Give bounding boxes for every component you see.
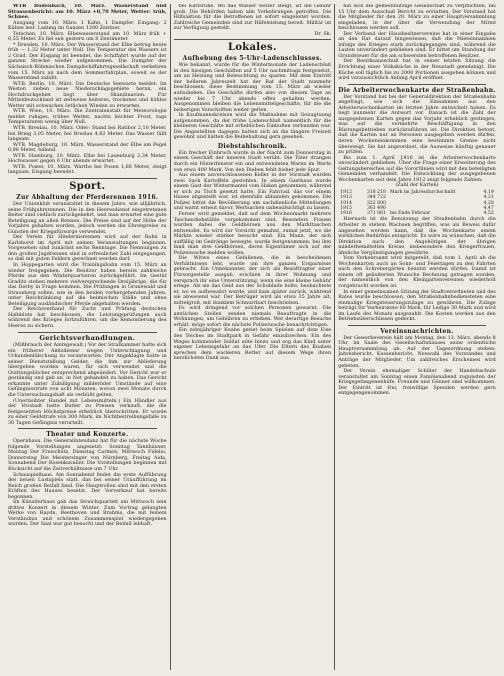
table-cell-value: 4,31 (483, 195, 494, 201)
elbe-news: * Dresden, 10. März. Der Wasserstand der Elbe betrug heute früh — 1,32 Meter unter Null. Die Temperatur des Wassers ist 2 Grad. Der Eisgang ist beendet, die Schiffahrt wurde auf der ganzen Strecke wieder aufgenommen. Die Dampfer der Sächsisch-Böhmischen Dampfschiffahrtsgesellschaft verkehren vom 15. März an nach dem Sommerfahrplan, soweit es der Wasserstand zuläßt. (8, 41, 167, 82)
article-paragraph: Ein zehnjähriger Knabe geriet beim Spielen auf dem Eise des Teiches im Stadtpark in Gefahr einzubrechen. Ein des Weges kommender Soldat eilte hinzu und zog das Kind unter eigener Lebensgefahr an das Ufer. Die Eltern des Knaben sprechen dem wackeren Retter auf diesem Wege ihren herzlichsten Dank aus. (173, 327, 332, 362)
article-paragraph: Hiernach ist die Benutzung der Straßenbahn durch die Arbeiter in stetem Wachsen begriffen, was als Beweis dafür angesehen werden kann, daß die Wochenkarte einem wirklichen Bedürfnis entspricht. Es wäre zu wünschen, daß die Direktion auch den Angehörigen der übrigen minderbemittelten Kreise, insbesondere den Kriegerfrauen, ähnliche Vergünstigungen gewährte. (338, 216, 496, 256)
article-paragraph: Der Verein für Hindernisrennen wird auf der Bahn in Karlshorst im April mit seinen Veranstaltungen beginnen. Vorgesehen sind zunächst sechs Renntage. Die Nennungen zu den großen Jagdrennen sind in erfreulicher Zahl eingegangen, so daß mit guten Feldern gerechnet werden darf. (8, 234, 167, 263)
table-cell-count: 361 490 (366, 205, 386, 211)
article-paragraph: In Kaufmannskreisen wird die Maßnahme mit Genugtuung aufgenommen, da der frühe Ladenschluß namentlich für die kleineren Geschäfte mit erheblichen Einbußen verbunden war. Die Angestellten dagegen hatten sich an die längere Freizeit gewöhnt und hätten die Beibehaltung gern gesehen. (173, 112, 332, 141)
article-paragraph: In Hoppegarten wird die Trainingsbahn vom 15. März an wieder freigegeben. Die Besitzer haben bereits zahlreiche Pferde aus den Winterquartieren zurückgeführt. Im Gestüt Graditz stehen mehrere vielversprechende Dreijährige, die für das Derby in Frage kommen. Die Prüfungen in Grunewald und Strausberg sollen, wie in den beiden vorhergehenden Jahren, unter Beschränkung auf die heimischen Ställe und ohne Beteiligung ausländischer Pferde abgehalten werden. (8, 261, 167, 307)
table-cell-note: Mark im Jahresdurchschnitt (389, 189, 456, 195)
article-paragraph: bei Karlsruhe. Wo das Wasser weiter steigt, ist die Gefahr groß. Die Behörden haben alle Vorkehrungen getroffen. Die Hilfsaktion für die Betroffenen ist sofort eingeleitet worden. Zahlreiche Gemeinden sind zur Hilfeleistung bereit. Militär ist zur Verfügung gestellt. (173, 4, 332, 32)
table-cell-year: 1915 (340, 205, 352, 211)
article-paragraph: Der Reichsverband für Zucht und Prüfung deutschen Halbbluts hat beschlossen, die Leistungsprüfungen auch während des Krieges fortzuführen, um die Remontierung des Heeres zu sichern. (8, 306, 167, 329)
divider (18, 332, 157, 333)
article-paragraph: Der Verband der Hausbesitzervereine hat in einer Eingabe an den Rat darauf hingewiesen, daß die Mieteinnahmen infolge des Krieges stark zurückgegangen sind, während die Lasten unverändert geblieben sind. Er bittet um Stundung der Grundsteuer für die am schwersten betroffenen Besitzer. (338, 30, 496, 59)
section-heading-theater: Theater und Konzerte. (46, 431, 129, 439)
table-cell-value: 4,47 (483, 205, 494, 211)
divider (18, 178, 157, 179)
article-paragraph: Wie bekannt, wurde für die Wintermonate der Ladenschluß in den hiesigen Geschäften auf 5 Uhr nachmittags festgesetzt, um an Heizung und Beleuchtung zu sparen. Mit dem Eintritt der helleren Jahreszeit hat der Rat der Stadt nunmehr beschlossen, diese Bestimmung vom 15. März ab wieder aufzuheben. Die Geschäfte dürfen also von diesem Tage an wieder bis 7 Uhr abends offen gehalten werden. Ausgenommen bleiben die Lebensmittelgeschäfte, für die die bisherigen Vorschriften weiter gelten. (173, 62, 332, 113)
weather-report: WTB. Wien, 10. März. Die Zentralanstalt für Meteorologie meldet ruhiges, trübes Wetter, nachts leichter Frost, tags Temperaturen wenig über Null. (8, 108, 167, 126)
table-cell-year: 1916 (340, 211, 352, 217)
table-cell-year: 1914 (340, 200, 352, 206)
table-caption: (Zahl der Karten) (395, 182, 439, 189)
article-paragraph: Der Gewerbeverein hält am Montag, den 13. März, abends 8 Uhr, im Saale des Gesellschaftshauses seine ordentliche Hauptversammlung ab. Auf der Tagesordnung stehen: Jahresbericht, Kassenbericht, Neuwahl des Vorstandes und Anträge der Mitglieder. Um zahlreiches Erscheinen wird gebeten. (338, 334, 496, 369)
column-middle (170, 4, 335, 670)
article-paragraph: Es wird dringend vor solchen Personen gewarnt. Die amtlichen Stellen senden niemals Beauftragte in die Wohnungen, um Gebühren zu erheben. Wer derartige Besuche erhält, möge sofort die nächste Polizeiwache benachrichtigen. (173, 305, 332, 328)
article-paragraph: Der Vorstand hat bei der Generaldirektion der Straßenbahn angefragt, wie sich die Einnahmen aus den Arbeiterwochenkarten im letzten Jahre entwickelt haben. Es liegt nunmehr die Antwort vor. Danach ist die Zahl der ausgegebenen Karten gegen das Vorjahr erheblich gestiegen, was auf die vermehrte Beschäftigung in den Rüstungsbetrieben zurückzuführen ist. Die Direktion betont, daß die Karten nur an Personen ausgegeben werden dürfen, deren Wocheneinkommen eine bestimmte Grenze nicht übersteigt. Sie hat angeordnet, die Ausweise künftig genauer zu prüfen. (338, 93, 496, 156)
article-paragraph: (Mißbrauch der Amtsgewalt.) Vor der Strafkammer hatte sich ein früherer Amtsdiener wegen Unterschlagung und Urkundenfälschung zu verantworten. Der Angeklagte hatte in seiner Dienststellung Gelder, die ihm zur Ablieferung übergeben worden waren, für sich verwendet und die Quittungsbücher entsprechend abgeändert. Vor Gericht war er geständig und gab an, in Not gehandelt zu haben. Das Gericht erkannte unter Zubilligung mildernder Umstände auf eine Gefängnisstrafe von acht Monaten, wovon zwei Monate durch die Untersuchungshaft als verbüßt gelten. (8, 342, 167, 398)
article-paragraph: In einer gemeinsamen Sitzung der Stadtverordneten und des Rates wurde beschlossen, den Straßenbahnbediensteten eine einmalige Kriegsteuerungszulage zu gewähren. Die Zulage beträgt für Verheiratete 60 Mark, für Ledige 30 Mark und wird im Laufe des Monats ausgezahlt. Die Kosten werden aus den Betriebsüberschüssen gedeckt. (338, 288, 496, 323)
table-cell-value: 4,52 (483, 211, 494, 217)
article-paragraph: Der Unionklub veranstaltet in diesem Jahre, wie alljährlich, seine Frühjahrsrennen. Die in den Heeresdienst eingetretenen Reiter sind vielfach zurückgekehrt, und man erwartet eine gute Beteiligung an allen Rennen. Die Preise sind auf der Höhe der Vorjahre gehalten worden, jedoch werden die Ehrenpreise zu Gunsten der Kriegsfürsorge verwendet. (8, 200, 167, 235)
river-report: WTB Bodenbach, 10. März. Wasserstand und Strassenbericht: am 10. März +0,70 Meter, Wetter: trüb, Schnee. (8, 4, 167, 21)
article-heading: Vereinsnachrichten. (380, 327, 454, 335)
table-cell-value: 4,19 (483, 189, 494, 195)
table-cell-count: 322 800 (366, 200, 386, 206)
article-paragraph: Der Verein ehemaliger Schüler der Handelsschule veranstaltet am Sonntag einen Familienabend zugunsten der Kriegsgefangenenhilfe. Freunde und Gönner sind willkommen. Der Eintritt ist frei, freiwillige Spenden werden gern entgegengenommen. (338, 368, 496, 397)
article-paragraph: Ein frecher Einbruch wurde in der Nacht zum Donnerstag in einem Geschäft der inneren Stadt verübt. Die Täter drangen durch ein Hinterfenster ein und entwendeten Waren im Werte von etwa 400 Mark. Von den Dieben fehlt bisher jede Spur. (173, 149, 332, 173)
article-paragraph: Im Künstlerhaus gab das Streichquartett am Mittwoch sein drittes Konzert in diesem Winter. Zum Vortrag gelangten Werke von Haydn, Beethoven und Brahms, die mit feinem Verständnis und schönem Zusammenspiel wiedergegeben wurden. Der Saal war gut besucht und der Beifall lebhaft. (8, 499, 167, 528)
article-heading: Zur Abhaltung der Pferderennen 1916. (16, 193, 159, 201)
article-paragraph: (Unerlaubter Handel mit Lebensmitteln.) Ein Händler aus der Vorstadt hatte Butter zu Preisen verkauft, die die festgesetzten Höchstpreise erheblich überschritten. Er wurde zu einer Geldstrafe von 300 Mark, im Nichtbeitreibungsfalle zu 30 Tagen Gefängnis verurteilt. (8, 397, 167, 426)
divider (348, 325, 486, 326)
weather-report: WTB. Posen, 10. März. Warthe bei Posen 1,66 Meter, steigt langsam, Eisgang beendet. (8, 163, 167, 176)
article-paragraph: Vom Verkehrsamt wird mitgeteilt, daß vom 1. April ab die Wochenkarten auch an Sonn- und Feiertagen zu den Fahrten nach den Schrebergärten benutzt werden dürfen. Damit ist einem oft geäußerten Wunsche Rechnung getragen worden, der namentlich von den Kleingartenvereinen wiederholt vorgebracht worden ist. (338, 255, 496, 289)
column-right (334, 4, 499, 670)
article-paragraph: Die Witwe eines Gefallenen, die in bescheidenen Verhältnissen lebt, wurde um ihre ganzen Ersparnisse gebracht. Ein Unbekannter, der sich als Beauftragter einer Fürsorgestelle ausgab, erschien in ihrer Wohnung und versprach ihr eine Unterstützung, wenn sie eine kleine Gebühr erlege. Als sie das Geld aus der Schublade holte, beobachtete er, wo es aufbewahrt wurde, und kam später zurück, während sie abwesend war. Der Betrüger wird als etwa 35 Jahre alt, mittelgroß, mit dunklem Schnurrbart beschrieben. (173, 255, 332, 306)
table-cell-count: 344 722 (366, 195, 386, 201)
table-cell-year: 1913 (340, 195, 352, 201)
section-heading-sport: Sport. (69, 180, 106, 192)
table-cell-count: 371 061 (366, 211, 386, 217)
article-heading: Die Arbeiterwochenkarte der Straßenbahn. (338, 86, 496, 94)
column-left (5, 4, 170, 670)
article-paragraph: Schauspielhaus. Am Sonnabend findet die erste Aufführung des neuen Lustspiels statt, das bei seiner Uraufführung im Reich großen Beifall fand. Die Hauptrollen sind mit den ersten Kräften des Hauses besetzt. Der Vorverkauf hat bereits begonnen. (8, 471, 167, 500)
table-cell-note: bis Ende Februar (389, 211, 431, 217)
article-paragraph: Aus einem unverschlossenen Keller in der Vorstadt wurden zwei Sack Kartoffeln gestohlen. In einem Gasthaus wurde einem Gast der Wintermantel vom Haken genommen, während er sich zu Tisch gesetzt hatte. Ein Fahrrad, das vor einem Hause abgestellt war, ist ebenfalls abhanden gekommen. Die Polizei bittet die Bevölkerung um sachdienliche Mitteilungen und warnt erneut davor, Wertsachen unbeaufsichtigt zu lassen. (173, 172, 332, 212)
section-heading-lokales: Lokales. (227, 42, 277, 54)
section-heading-court: Gerichtsverhandlungen. (39, 333, 136, 342)
article-heading: Diebstahlschronik. (217, 142, 287, 150)
weather-report: WTB. Berlin, 10. März. Die Deutsche Seewarte meldet: Im Westen ziehen neue Niederschlagsgebiete heran, ein Hochdruckgebiet liegt über Skandinavien. Für Mitteldeutschland ist zeitweise heiteres, trockenes und kühles Wetter mit schwachen östlichen Winden zu erwarten. (8, 80, 167, 109)
article-paragraph: Bis zum 1. April 1916 ist die Arbeiterwochenkarte unverändert geblieben. Über die Frage einer Erweiterung des Geltungsbereiches auf die Vorortlinien wird mit den beteiligten Gemeinden verhandelt. Die Entwicklung der ausgegebenen Wochenkarten seit dem Jahre 1912 zeigt folgende Zahlen: (338, 154, 496, 183)
article-paragraph: Ferner wird gemeldet, daß auf dem Wochenmarkt mehrere Taschendiebstähle vorgekommen sind. Besonders Frauen wurden dabei die Geldbörsen aus den Markttaschen entwendet. Es wird zur Vorsicht gemahnt, zumal jetzt, wo die Märkte wieder stärker besucht sind. Ein Mann, der sich auffällig im Gedränge bewegte, wurde festgenommen; bei ihm fand man drei Geldbörsen, deren Eigentümer sich auf der Polizeiwache melden wollen. (173, 210, 332, 256)
weather-report: WTB. Hamburg, 10. März. Elbe bei Lauenburg 2,34 Meter, Hochwasser gegen 6 Uhr abends erwartet. (8, 152, 167, 165)
divider (348, 84, 486, 85)
article-heading: Aufhebung des 5-Uhr-Ladenschlusses. (182, 55, 323, 63)
weather-report: WTB. Breslau, 10. März. Oder: Stand bei Ratibor 2,10 Meter, bei Brieg 3,05 Meter, bei Breslau 4,62 Meter. Das Wasser fällt langsam. (8, 125, 167, 143)
author-signature: Dr. Sk. (314, 30, 332, 37)
table-cell-value: 4,28 (483, 200, 494, 206)
weather-report: WTB. Magdeburg, 10. März. Wasserstand der Elbe am Pegel 0,98 Meter, fallend. (8, 141, 167, 154)
article-paragraph: Opernhaus. Die Generalintendanz hat für die nächste Woche folgende Vorstellungen angesetzt: Sonntag Tannhäuser, Montag Der Freischütz, Dienstag Carmen, Mittwoch Fidelio, Donnerstag Die Meistersinger von Nürnberg, Freitag Aida, Sonnabend Der Rosenkavalier. Die Vorstellungen beginnen mit Rücksicht auf die Zeitverhältnisse um 7 Uhr. (8, 438, 167, 472)
article-paragraph: hat sich die gemeinnützige Gesellschaft zu verpflichten, bis 15 Uhr dem Ausschuß Bericht zu erstatten. Der Vorstand hat die Mitglieder für den 20. März zu einer Hauptversammlung eingeladen, in der über die Verwendung der Mittel beschlossen werden soll. (338, 4, 496, 32)
table-cell-year: 1912 (340, 189, 352, 195)
table-cell-count: 318 218 (366, 189, 386, 195)
article-paragraph: Der Bezirksausschuß hat in seiner letzten Sitzung die Errichtung einer Volksküche in der Neustadt genehmigt. Die Küche soll täglich bis zu 2000 Portionen ausgeben können und wird voraussichtlich Anfang April eröffnet. (338, 58, 496, 82)
divider (174, 39, 332, 40)
river-report: Ausgang vom 10. März: 1 Kahn, 1 Dampfer. Eingang: 2 Kähne leer. Ladung im Ganzen 1200 Zentner. (8, 19, 167, 32)
divider (18, 428, 157, 429)
statistics-table (338, 190, 496, 216)
river-report: Tetschen, 10. März. Elbewasserstand am 10. März früh + 0,55 Meter. Es fiel seit gestern um 8 Zentimeter. (8, 30, 167, 43)
